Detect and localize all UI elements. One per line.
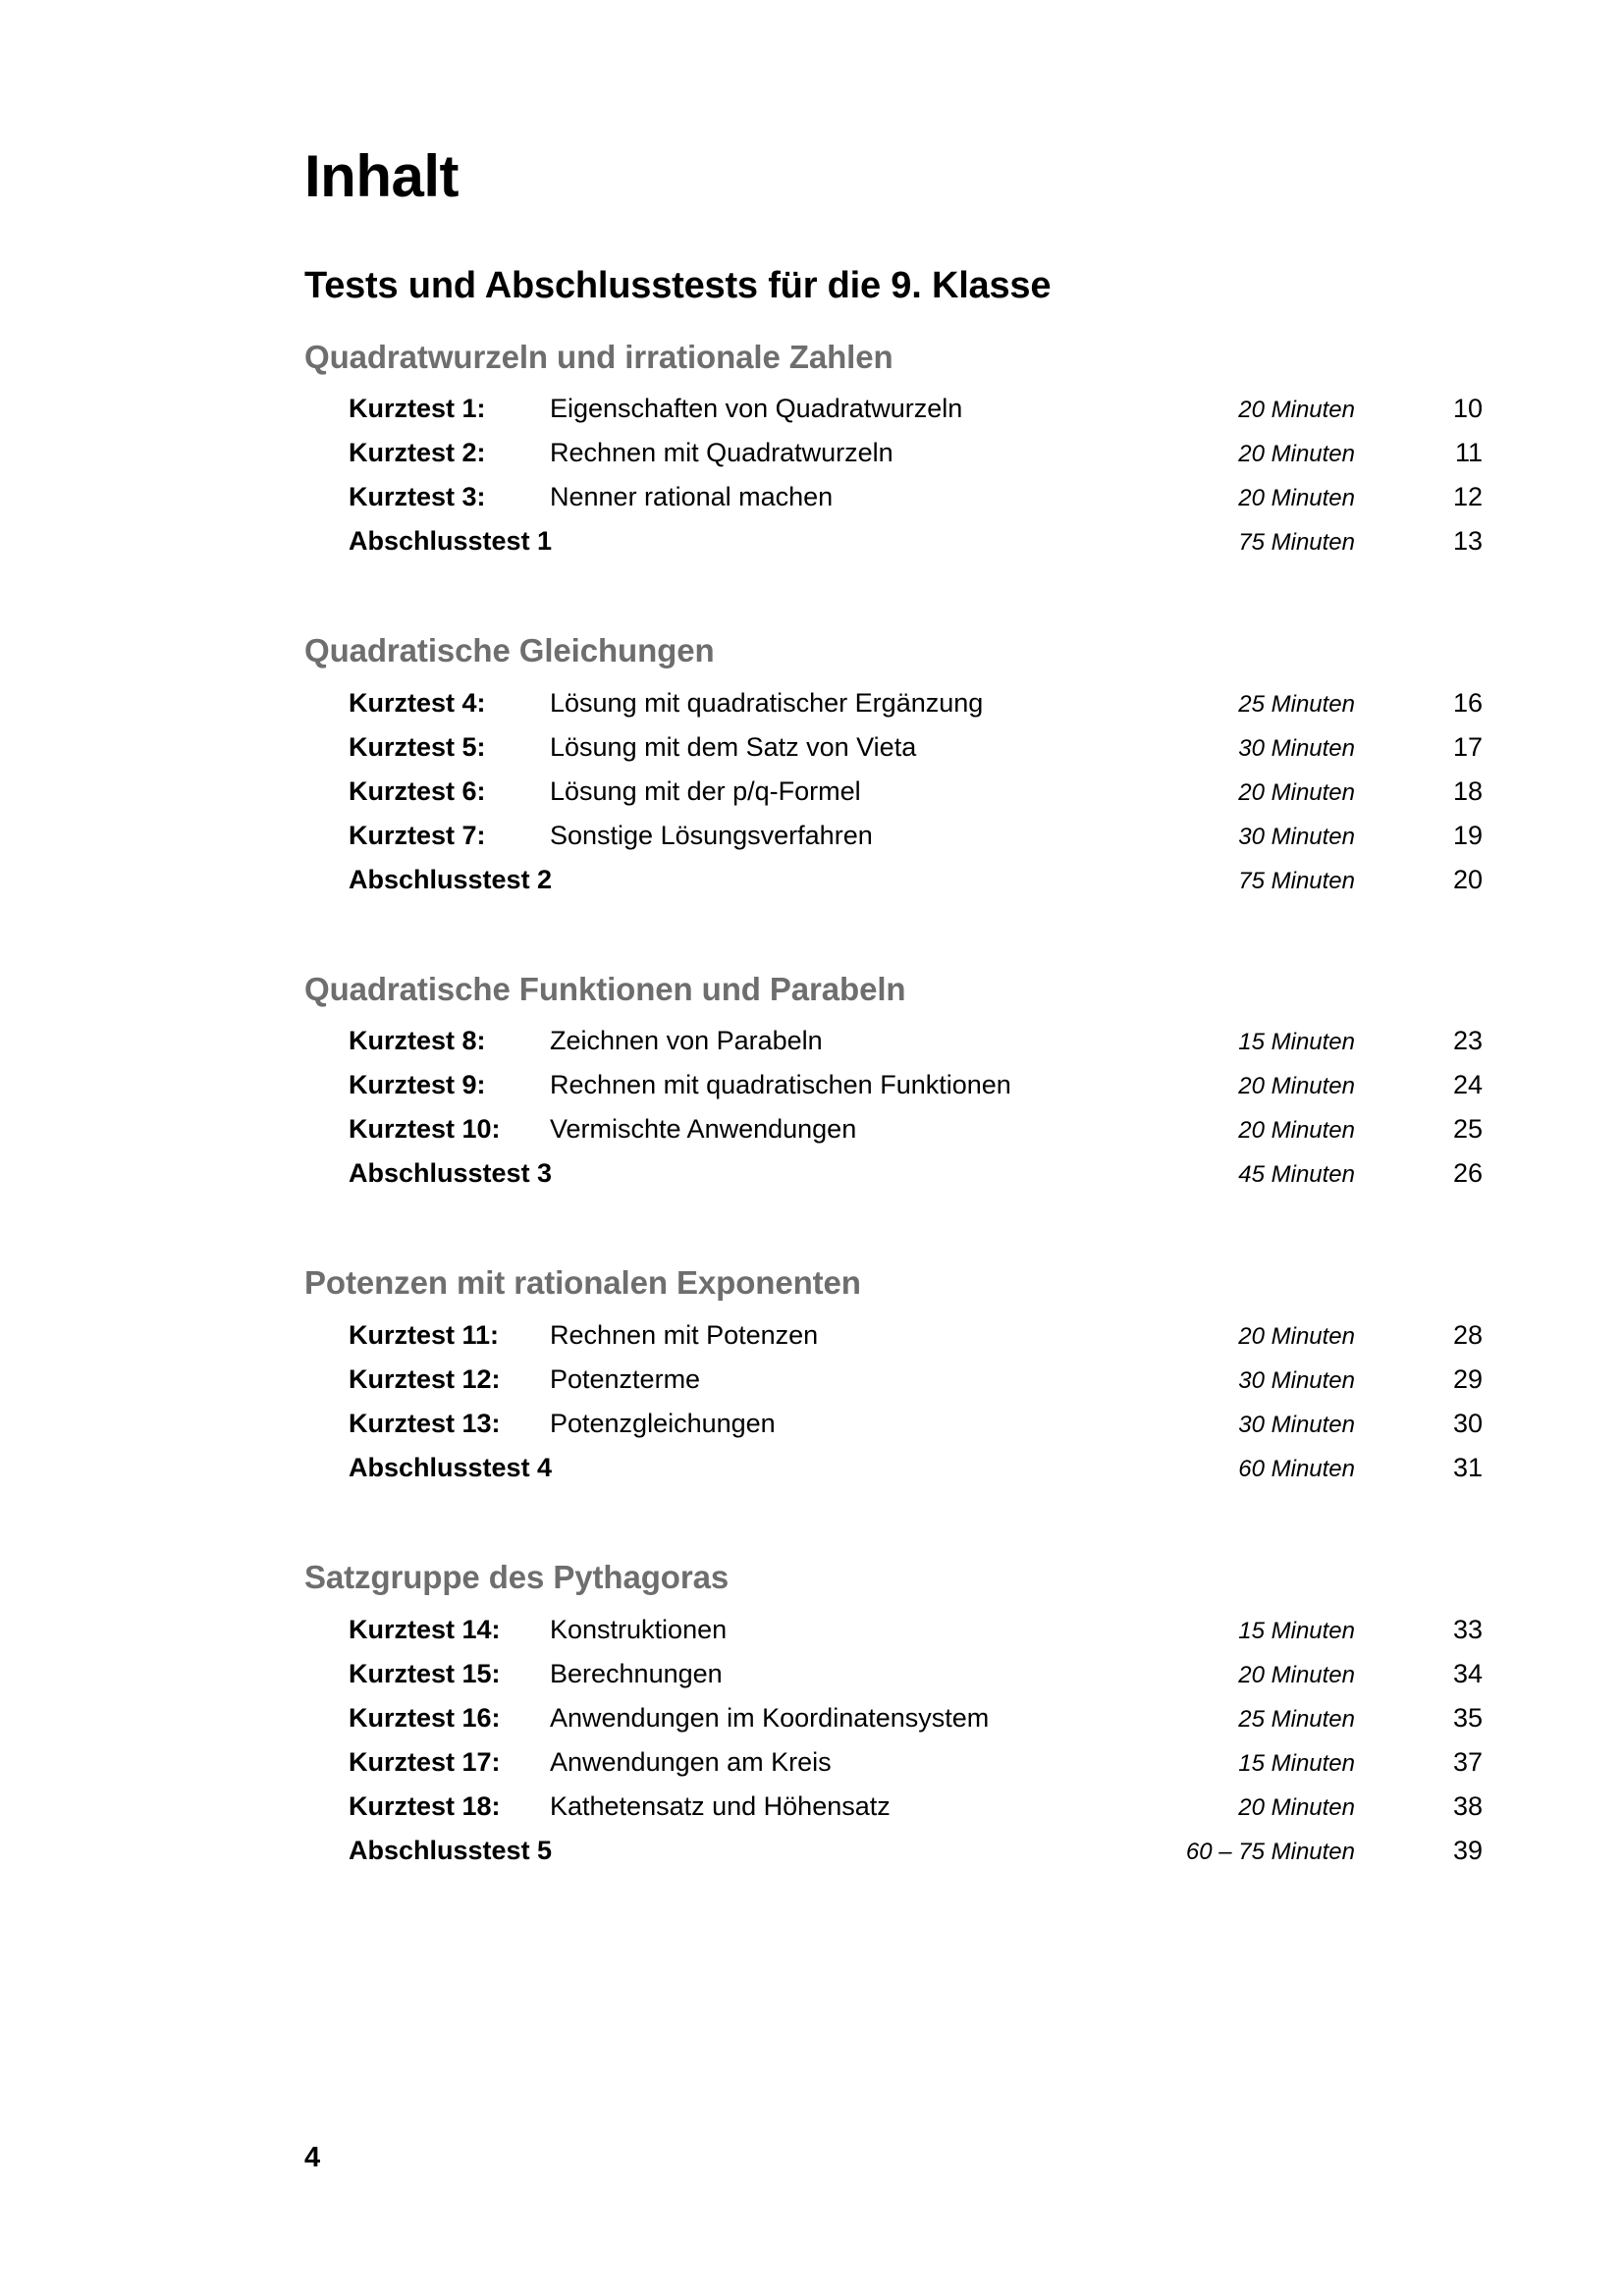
entry-label: Kurztest 10: bbox=[349, 1114, 501, 1145]
entry-description: Rechnen mit Potenzen bbox=[550, 1320, 819, 1351]
entry-duration: 45 Minuten bbox=[1238, 1161, 1355, 1189]
entry-page-number[interactable]: 13 bbox=[1452, 526, 1483, 557]
toc-entry[interactable] bbox=[304, 1453, 1483, 1497]
section-entry-list bbox=[304, 1026, 1483, 1202]
entry-label: Kurztest 17: bbox=[349, 1746, 501, 1777]
section-heading: Satzgruppe des Pythagoras bbox=[304, 1559, 730, 1596]
entry-page-number[interactable]: 20 bbox=[1452, 864, 1483, 894]
entry-page-number[interactable]: 19 bbox=[1452, 820, 1483, 850]
entry-label: Abschlusstest 2 bbox=[349, 864, 553, 894]
entry-description: Sonstige Lösungsverfahren bbox=[550, 820, 873, 850]
entry-label: Abschlusstest 1 bbox=[349, 526, 553, 557]
entry-duration: 20 Minuten bbox=[1238, 778, 1355, 806]
entry-label: Kurztest 18: bbox=[349, 1790, 501, 1821]
entry-page-number[interactable]: 25 bbox=[1452, 1114, 1483, 1145]
entry-duration: 20 Minuten bbox=[1238, 441, 1355, 468]
toc-entry[interactable] bbox=[304, 732, 1483, 776]
entry-label: Kurztest 6: bbox=[349, 775, 486, 806]
entry-label: Kurztest 3: bbox=[349, 482, 486, 512]
entry-duration: 75 Minuten bbox=[1238, 529, 1355, 557]
entry-description: Lösung mit quadratischer Ergänzung bbox=[550, 687, 984, 718]
toc-entry[interactable] bbox=[304, 1836, 1483, 1880]
entry-description: Potenzterme bbox=[550, 1364, 701, 1395]
entry-label: Kurztest 11: bbox=[349, 1320, 500, 1351]
toc-entry[interactable] bbox=[304, 1026, 1483, 1070]
entry-duration: 25 Minuten bbox=[1238, 690, 1355, 718]
toc-section bbox=[304, 631, 1483, 909]
entry-label: Kurztest 1: bbox=[349, 394, 486, 424]
entry-page-number[interactable]: 34 bbox=[1452, 1658, 1483, 1688]
entry-page-number[interactable]: 10 bbox=[1452, 394, 1483, 424]
entry-page-number[interactable]: 11 bbox=[1454, 438, 1483, 468]
entry-description: Berechnungen bbox=[550, 1658, 723, 1688]
toc-entry[interactable] bbox=[304, 1791, 1483, 1836]
entry-label: Kurztest 2: bbox=[349, 438, 486, 468]
toc-entry[interactable] bbox=[304, 438, 1483, 482]
entry-label: Kurztest 8: bbox=[349, 1026, 486, 1056]
entry-label: Kurztest 16: bbox=[349, 1702, 501, 1733]
entry-page-number[interactable]: 31 bbox=[1452, 1453, 1483, 1483]
toc-entry[interactable] bbox=[304, 1615, 1483, 1659]
entry-page-number[interactable]: 38 bbox=[1452, 1790, 1483, 1821]
entry-description: Lösung mit dem Satz von Vieta bbox=[550, 731, 917, 762]
entry-label: Abschlusstest 4 bbox=[349, 1453, 553, 1483]
toc-entry[interactable] bbox=[304, 482, 1483, 526]
section-entry-list bbox=[304, 1615, 1483, 1880]
entry-label: Kurztest 13: bbox=[349, 1409, 501, 1439]
toc-entry[interactable] bbox=[304, 821, 1483, 865]
entry-page-number[interactable]: 37 bbox=[1452, 1746, 1483, 1777]
toc-entry[interactable] bbox=[304, 776, 1483, 821]
entry-description: Konstruktionen bbox=[550, 1614, 728, 1644]
entry-description: Nenner rational machen bbox=[550, 482, 834, 512]
section-heading: Potenzen mit rationalen Exponenten bbox=[304, 1264, 861, 1302]
toc-section bbox=[304, 1558, 1483, 1880]
toc-entry[interactable] bbox=[304, 1409, 1483, 1453]
entry-duration: 20 Minuten bbox=[1238, 1073, 1355, 1100]
toc-section bbox=[304, 1263, 1483, 1497]
section-entry-list bbox=[304, 688, 1483, 909]
entry-duration: 30 Minuten bbox=[1238, 1367, 1355, 1395]
entry-duration: 20 Minuten bbox=[1238, 485, 1355, 512]
entry-description: Rechnen mit Quadratwurzeln bbox=[550, 438, 893, 468]
entry-page-number[interactable]: 35 bbox=[1452, 1702, 1483, 1733]
entry-description: Vermischte Anwendungen bbox=[550, 1114, 857, 1145]
entry-page-number[interactable]: 30 bbox=[1452, 1409, 1483, 1439]
toc-entry[interactable] bbox=[304, 1659, 1483, 1703]
entry-description: Anwendungen im Koordinatensystem bbox=[550, 1702, 990, 1733]
section-entry-list bbox=[304, 1320, 1483, 1497]
entry-label: Kurztest 4: bbox=[349, 687, 486, 718]
toc-section bbox=[304, 338, 1483, 571]
page-title: Inhalt bbox=[304, 143, 459, 209]
toc-entry[interactable] bbox=[304, 1364, 1483, 1409]
section-heading: Quadratwurzeln und irrationale Zahlen bbox=[304, 338, 893, 375]
entry-page-number[interactable]: 12 bbox=[1452, 482, 1483, 512]
entry-description: Anwendungen am Kreis bbox=[550, 1746, 832, 1777]
entry-duration: 60 – 75 Minuten bbox=[1185, 1838, 1355, 1865]
entry-description: Kathetensatz und Höhensatz bbox=[550, 1790, 891, 1821]
footer-page-number: 4 bbox=[304, 2142, 321, 2173]
entry-duration: 30 Minuten bbox=[1238, 1412, 1355, 1439]
entry-label: Kurztest 15: bbox=[349, 1658, 501, 1688]
entry-description: Eigenschaften von Quadratwurzeln bbox=[550, 394, 963, 424]
entry-duration: 15 Minuten bbox=[1238, 1749, 1355, 1777]
entry-duration: 60 Minuten bbox=[1238, 1456, 1355, 1483]
section-heading: Quadratische Funktionen und Parabeln bbox=[304, 970, 906, 1007]
entry-duration: 20 Minuten bbox=[1238, 397, 1355, 424]
entry-duration: 30 Minuten bbox=[1238, 734, 1355, 762]
entry-page-number[interactable]: 33 bbox=[1452, 1614, 1483, 1644]
entry-page-number[interactable]: 39 bbox=[1452, 1835, 1483, 1865]
section-heading: Quadratische Gleichungen bbox=[304, 632, 715, 669]
toc-entry[interactable] bbox=[304, 1320, 1483, 1364]
entry-label: Kurztest 5: bbox=[349, 731, 486, 762]
toc-entry[interactable] bbox=[304, 526, 1483, 570]
toc-entry[interactable] bbox=[304, 1747, 1483, 1791]
toc-entry[interactable] bbox=[304, 394, 1483, 438]
entry-description: Lösung mit der p/q-Formel bbox=[550, 775, 861, 806]
entry-label: Kurztest 14: bbox=[349, 1614, 501, 1644]
toc-content bbox=[304, 0, 1483, 1880]
toc-entry[interactable] bbox=[304, 688, 1483, 732]
entry-page-number[interactable]: 26 bbox=[1452, 1158, 1483, 1189]
toc-entry[interactable] bbox=[304, 865, 1483, 909]
entry-label: Abschlusstest 5 bbox=[349, 1835, 553, 1865]
toc-entry[interactable] bbox=[304, 1158, 1483, 1202]
entry-duration: 20 Minuten bbox=[1238, 1117, 1355, 1145]
entry-page-number[interactable]: 18 bbox=[1452, 775, 1483, 806]
entry-page-number[interactable]: 23 bbox=[1452, 1026, 1483, 1056]
toc-sections bbox=[304, 338, 1483, 1880]
entry-duration: 30 Minuten bbox=[1238, 823, 1355, 850]
entry-page-number[interactable]: 28 bbox=[1452, 1320, 1483, 1351]
entry-label: Abschlusstest 3 bbox=[349, 1158, 553, 1189]
entry-page-number[interactable]: 16 bbox=[1452, 687, 1483, 718]
entry-page-number[interactable]: 24 bbox=[1452, 1070, 1483, 1100]
entry-label: Kurztest 9: bbox=[349, 1070, 486, 1100]
entry-description: Zeichnen von Parabeln bbox=[550, 1026, 823, 1056]
entry-page-number[interactable]: 17 bbox=[1452, 731, 1483, 762]
toc-entry[interactable] bbox=[304, 1070, 1483, 1114]
section-entry-list bbox=[304, 394, 1483, 570]
entry-label: Kurztest 12: bbox=[349, 1364, 501, 1395]
entry-label: Kurztest 7: bbox=[349, 820, 486, 850]
entry-page-number[interactable]: 29 bbox=[1452, 1364, 1483, 1395]
entry-description: Rechnen mit quadratischen Funktionen bbox=[550, 1070, 1011, 1100]
entry-duration: 15 Minuten bbox=[1238, 1617, 1355, 1644]
toc-section bbox=[304, 970, 1483, 1203]
entry-duration: 20 Minuten bbox=[1238, 1793, 1355, 1821]
entry-duration: 25 Minuten bbox=[1238, 1705, 1355, 1733]
toc-entry[interactable] bbox=[304, 1114, 1483, 1158]
main-heading: Tests und Abschlusstests für die 9. Klasse bbox=[304, 265, 1052, 306]
entry-description: Potenzgleichungen bbox=[550, 1409, 776, 1439]
toc-entry[interactable] bbox=[304, 1703, 1483, 1747]
entry-duration: 20 Minuten bbox=[1238, 1661, 1355, 1688]
entry-duration: 75 Minuten bbox=[1238, 867, 1355, 894]
entry-duration: 15 Minuten bbox=[1238, 1029, 1355, 1056]
entry-duration: 20 Minuten bbox=[1238, 1323, 1355, 1351]
